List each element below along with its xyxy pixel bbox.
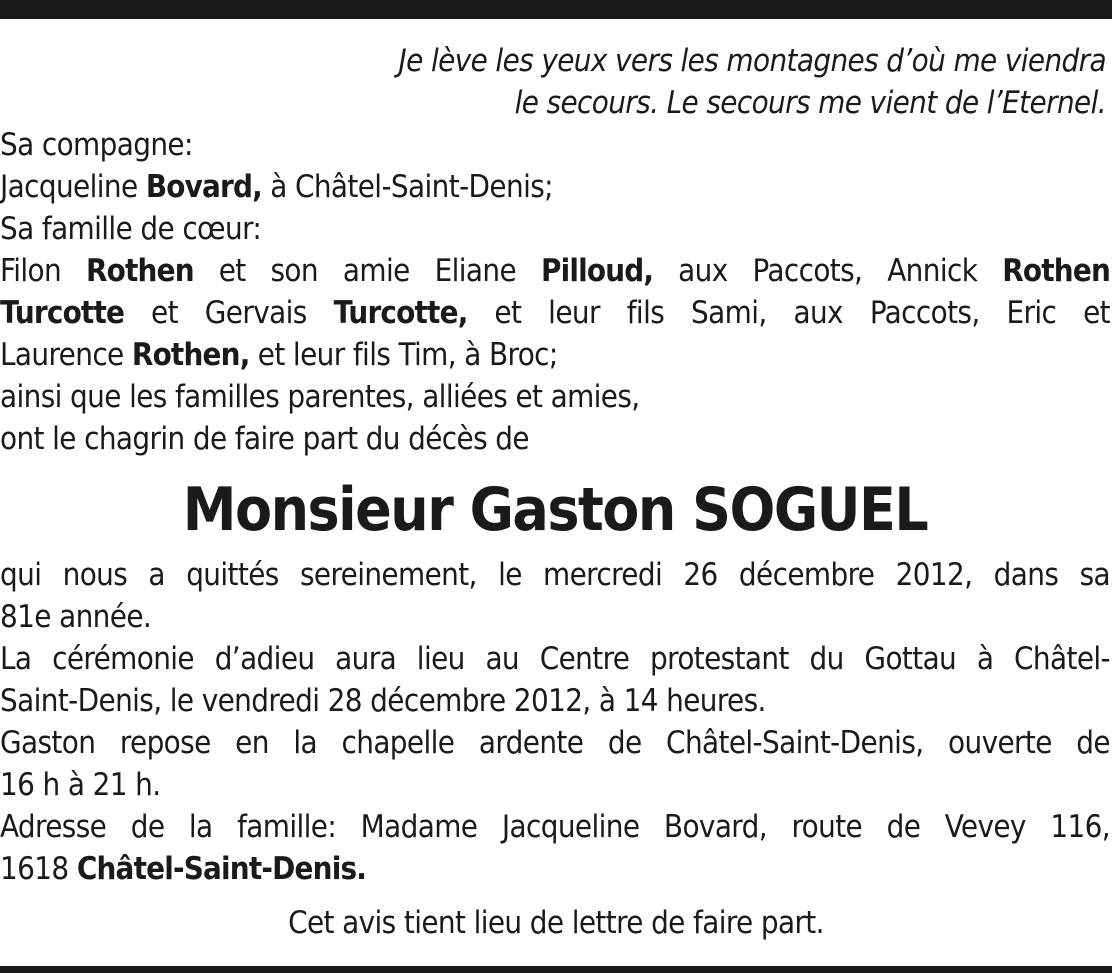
chapel-details: Gaston repose en la chapelle ardente de Châtel-Saint-Denis, ouverte de 16 h à 21 h. (0, 725, 1110, 803)
companion-label: Sa compagne: (0, 127, 193, 163)
announcement-line: ont le chagrin de faire part du décès de (0, 421, 529, 457)
closing-note: Cet avis tient lieu de lettre de faire part. (288, 905, 824, 941)
companion-line (0, 166, 1110, 208)
bottom-rule (0, 966, 1112, 973)
address-town: Châtel-Saint-Denis. (76, 851, 367, 887)
verse-line: Je lève les yeux vers les montagnes d’où me viendra (398, 43, 1106, 79)
epigraph-verse (0, 40, 1110, 124)
family-address: Adresse de la famille: Madame Jacqueline Bovard, route de Vevey 116, 1618 Châtel-Saint-Denis. (0, 809, 1110, 887)
family-line-2: Turcotte et Gervais Turcotte, et leur fils Sami, aux Paccots, Eric et (0, 295, 1110, 331)
family-line-1: Filon Rothen et son amie Eliane Pilloud, aux Paccots, Annick Rothen (0, 253, 1111, 289)
relatives-line: ainsi que les familles parentes, alliées et amies, (0, 379, 640, 415)
death-details: qui nous a quittés sereinement, le mercredi 26 décembre 2012, dans sa 81e année. (0, 557, 1110, 635)
companion-place: à Châtel-Saint-Denis; (270, 169, 553, 205)
obituary-notice (0, 40, 1110, 944)
heart-family-label: Sa famille de cœur: (0, 211, 262, 247)
heart-family-list (0, 250, 1110, 376)
family-line-3: Laurence Rothen, et leur fils Tim, à Broc; (0, 337, 558, 373)
verse-line: le secours. Le secours me vient de l’Eternel. (514, 85, 1106, 121)
ceremony-details: La cérémonie d’adieu aura lieu au Centre protestant du Gottau à Châtel- Saint-Denis, le vendredi 28 décembre 2012, à 14 heures. (0, 641, 1110, 719)
companion-last: Bovard, (145, 169, 262, 205)
top-rule (0, 0, 1112, 19)
companion-first: Jacqueline (0, 169, 138, 205)
deceased-name: Monsieur Gaston SOGUEL (182, 475, 928, 545)
postal-code: 1618 (0, 851, 69, 887)
